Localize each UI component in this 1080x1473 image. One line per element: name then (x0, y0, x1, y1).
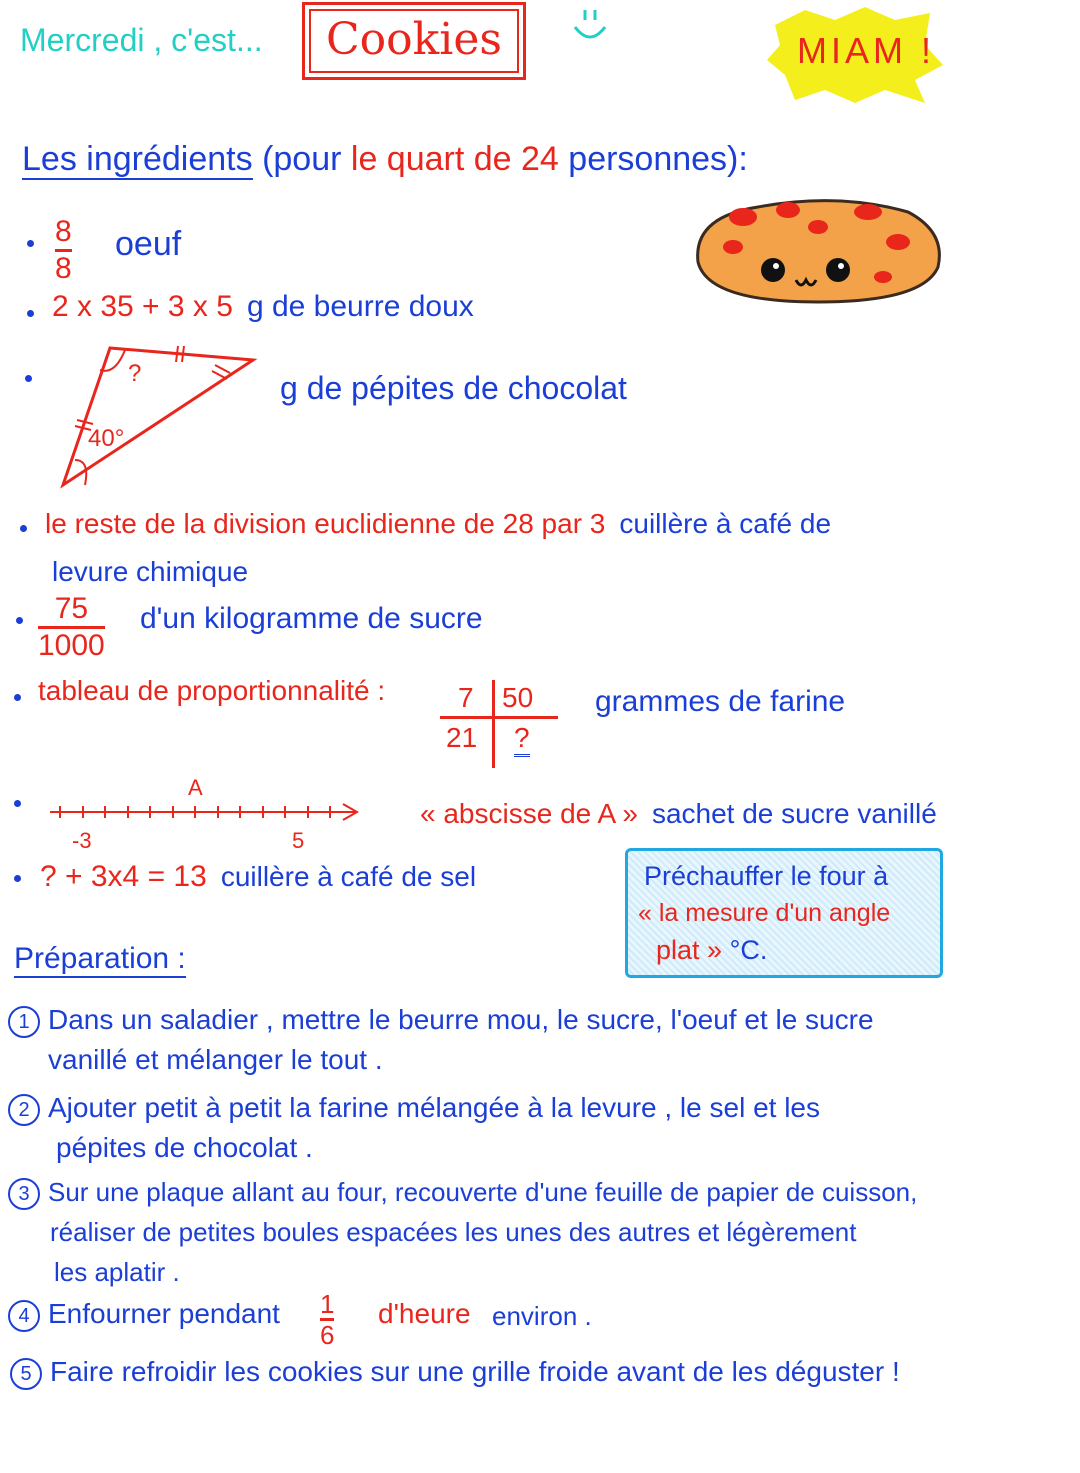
bullet (14, 875, 21, 882)
bullet (25, 375, 32, 382)
preparation-heading: Préparation : (14, 942, 186, 978)
item-text: grammes de farine (595, 685, 846, 718)
item-text-2: levure chimique (52, 556, 249, 587)
step-5 (10, 1352, 900, 1392)
preheat-line2: « la mesure d'un angle (638, 899, 891, 927)
bullet (14, 694, 21, 701)
step-number: 5 (10, 1358, 42, 1390)
tick-label: -3 (72, 828, 92, 853)
numerator: 1 (320, 1289, 335, 1319)
heading-red: le quart de 24 (350, 140, 559, 178)
abscissa-expression: « abscisse de A » (420, 798, 638, 829)
numerator: 75 (54, 592, 89, 625)
step-number: 4 (8, 1300, 40, 1332)
step-text: Enfourner pendant (48, 1298, 280, 1329)
table-cell: 7 (458, 682, 474, 713)
bullet (27, 240, 34, 247)
item-text: sachet de sucre vanillé (651, 798, 937, 829)
cookie-illustration (688, 192, 948, 307)
step-2 (8, 1088, 820, 1168)
step-text: Dans un saladier , mettre le beurre mou, le sucre, l'oeuf et le sucre (48, 1004, 874, 1035)
heading-close: personnes): (568, 140, 748, 178)
known-angle: 40° (88, 425, 125, 452)
miam-text: MIAM ! (797, 30, 935, 71)
degree-text: °C. (729, 935, 768, 965)
step-number: 1 (8, 1006, 40, 1038)
item-text: oeuf (115, 225, 182, 263)
page-title: Cookies (326, 14, 502, 65)
item-text: cuillère à café de sel (220, 861, 477, 892)
denominator: 8 (55, 252, 72, 285)
step-number: 2 (8, 1094, 40, 1126)
table-cell-unknown: ? (514, 722, 530, 757)
point-a-label: A (188, 775, 203, 800)
proportion-label: tableau de proportionnalité : (38, 675, 386, 706)
salt-expression: ? + 3x4 = 13 (40, 860, 207, 893)
item-text: g de beurre doux (246, 290, 474, 323)
hour-text: d'heure (378, 1298, 471, 1329)
heading-main: Les ingrédients (22, 140, 253, 178)
fraction-1-6 (320, 1290, 334, 1349)
heading-open: (pour (262, 140, 342, 178)
step-text: Sur une plaque allant au four, recouverte d'une feuille de papier de cuisson, (48, 1177, 918, 1207)
item-text: d'un kilogramme de sucre (140, 602, 483, 635)
flat-angle-text: plat » (656, 935, 723, 965)
preheat-box (625, 848, 943, 978)
ingredients-heading (22, 140, 748, 179)
step-text: pépites de chocolat . (56, 1132, 313, 1163)
table-cell: 21 (446, 722, 478, 753)
unknown-angle: ? (128, 360, 142, 387)
denominator: 1000 (38, 629, 105, 662)
bullet (16, 617, 23, 624)
step-number: 3 (8, 1178, 40, 1210)
preheat-line3 (656, 935, 767, 966)
item-text: g de pépites de chocolat (280, 370, 627, 406)
step-text: les aplatir . (54, 1257, 180, 1287)
bullet (27, 310, 34, 317)
smiley-icon (570, 5, 610, 50)
bullet (20, 525, 27, 532)
isosceles-triangle-figure (55, 340, 265, 490)
step-4 (8, 1294, 280, 1334)
table-cell: 50 (502, 682, 534, 713)
step-3 (8, 1172, 917, 1292)
step-text: Faire refroidir les cookies sur une grille froide avant de les déguster ! (50, 1356, 900, 1387)
step-text: réaliser de petites boules espacées les unes des autres et légèrement (50, 1217, 857, 1247)
item-text: cuillère à café de (619, 508, 832, 539)
item-line (420, 798, 937, 830)
euclid-expression: le reste de la division euclidienne de 28 par 3 (45, 508, 606, 539)
bullet (14, 800, 21, 807)
butter-expression: 2 x 35 + 3 x 5 (52, 290, 233, 323)
fraction-75-1000 (38, 592, 105, 663)
number-line (45, 800, 365, 830)
item-line (40, 860, 476, 894)
tick-label: 5 (292, 828, 305, 853)
intro-text: Mercredi , c'est... (20, 22, 263, 58)
numerator: 8 (55, 215, 72, 248)
step-text: vanillé et mélanger le tout . (48, 1044, 383, 1075)
step-text: environ . (492, 1301, 592, 1331)
title-box (302, 2, 526, 80)
fraction-8-8 (55, 215, 72, 286)
preheat-line1: Préchauffer le four à (644, 861, 889, 891)
step-1 (8, 1000, 874, 1080)
step-text: Ajouter petit à petit la farine mélangée à la levure , le sel et les (48, 1092, 820, 1123)
proportion-table (440, 680, 560, 768)
denominator: 6 (320, 1320, 335, 1350)
item-line (52, 290, 474, 324)
item-line (45, 500, 831, 596)
